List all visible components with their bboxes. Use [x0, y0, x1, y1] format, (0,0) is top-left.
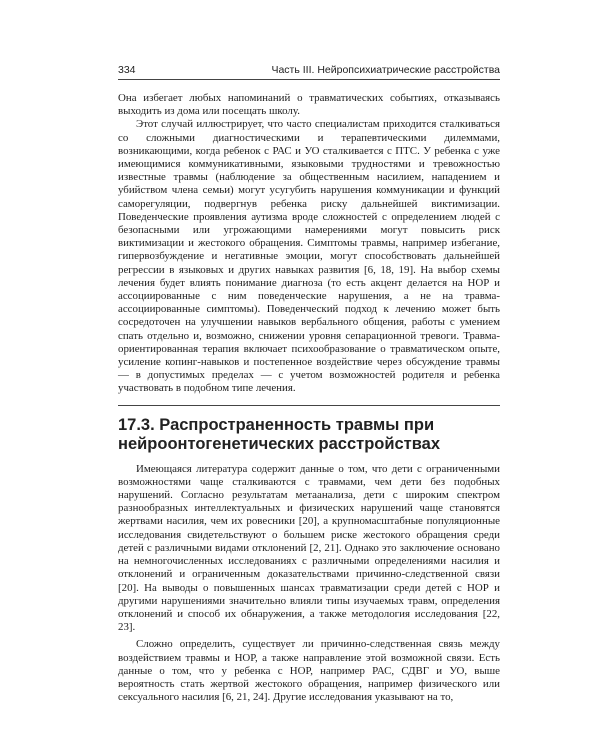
header-rule: [118, 79, 500, 80]
page-body: [118, 92, 500, 704]
paragraph: Этот случай иллюстрирует, что часто специалистам приходится сталкиваться со сложными диагностическими и терапевтическими дилеммами, возникающими, когда ребенок с РАС и УО сталкивается с ПТС. У ребенка с уже имеющимися коммуникативными, языковыми трудностями и тревожностью известные травмы (наблюдение за общественным насилием, нападением и убийством члена семьи) могут усугубить нарушения коммуникации и функций саморегуляции, подвергнув ребенка риску дальнейшей виктимизации. Поведенческие проявления аутизма вроде сложностей с определением людей с безопасными или угрожающими намерениями могут повысить риск виктимизации и жестокого обращения. Симптомы травмы, например избегание, гипервозбуждение и негативные эмоции, могут способствовать дальнейшей регрессии в языковых и других навыках развития [6, 18, 19]. На выбор схемы лечения будет влиять понимание диагноза (то есть акцент делается на НОР и ассоциированные с ним поведенческие нарушения, а не на травма-ассоциированные симптомы). Поведенческий подход к лечению может быть сосредоточен на улучшении навыков вербального общения, работы с умением спать отдельно и, возможно, снижении уровня сепарационной тревоги. Травма-ориентированная терапия включает психообразование о травматическом опыте, усиление копинг-навыков и постепенное воздействие через обсуждение травмы — в допустимых пределах — с учетом возможностей родителя и ребенка участвовать в подобном типе лечения.: [118, 118, 500, 395]
page-number: 334: [118, 64, 136, 76]
paragraph: Имеющаяся литература содержит данные о том, что дети с ограниченными возможностями чаще сталкиваются с травмами, чем дети без подобных нарушений. Согласно результатам метаанализа, дети с широким спектром разнообразных интеллектуальных и физических нарушений чаще становятся жертвами насилия, чем их ровесники [20], а крупномасштабные популяционные исследования свидетельствуют о большем риске жестокого обращения среди детей с различными видами отклонений [2, 21]. Однако это заключение основано на немногочисленных исследованиях с различными определениями насилия и отклонений и ограниченным доказательствами причинно-следственной связи [20]. На выводы о повышенных шансах травматизации среди детей с НОР и другими нарушениями значительно влияли типы изучаемых травм, определения отклонений и способ их обнаружения, а также методология исследования [22, 23].: [118, 462, 500, 634]
running-header: [118, 64, 500, 76]
section-heading: 17.3. Распространенность травмы при нейроонтогенетических расстройствах: [118, 415, 441, 453]
section-rule: [118, 405, 500, 406]
paragraph: Сложно определить, существует ли причинно-следственная связь между воздействием травмы и НОР, а также направление этой возможной связи. Есть данные о том, что у ребенка с НОР, например РАС, СДВГ и УО, выше вероятность стать жертвой жестокого обращения, например физического или сексуального насилия [6, 21, 24]. Другие исследования указывают на то,: [118, 638, 500, 704]
running-title: Часть III. Нейропсихиатрические расстройства: [271, 64, 500, 76]
paragraph: Она избегает любых напоминаний о травматических событиях, отказываясь выходить из дома или посещать школу.: [118, 92, 500, 118]
